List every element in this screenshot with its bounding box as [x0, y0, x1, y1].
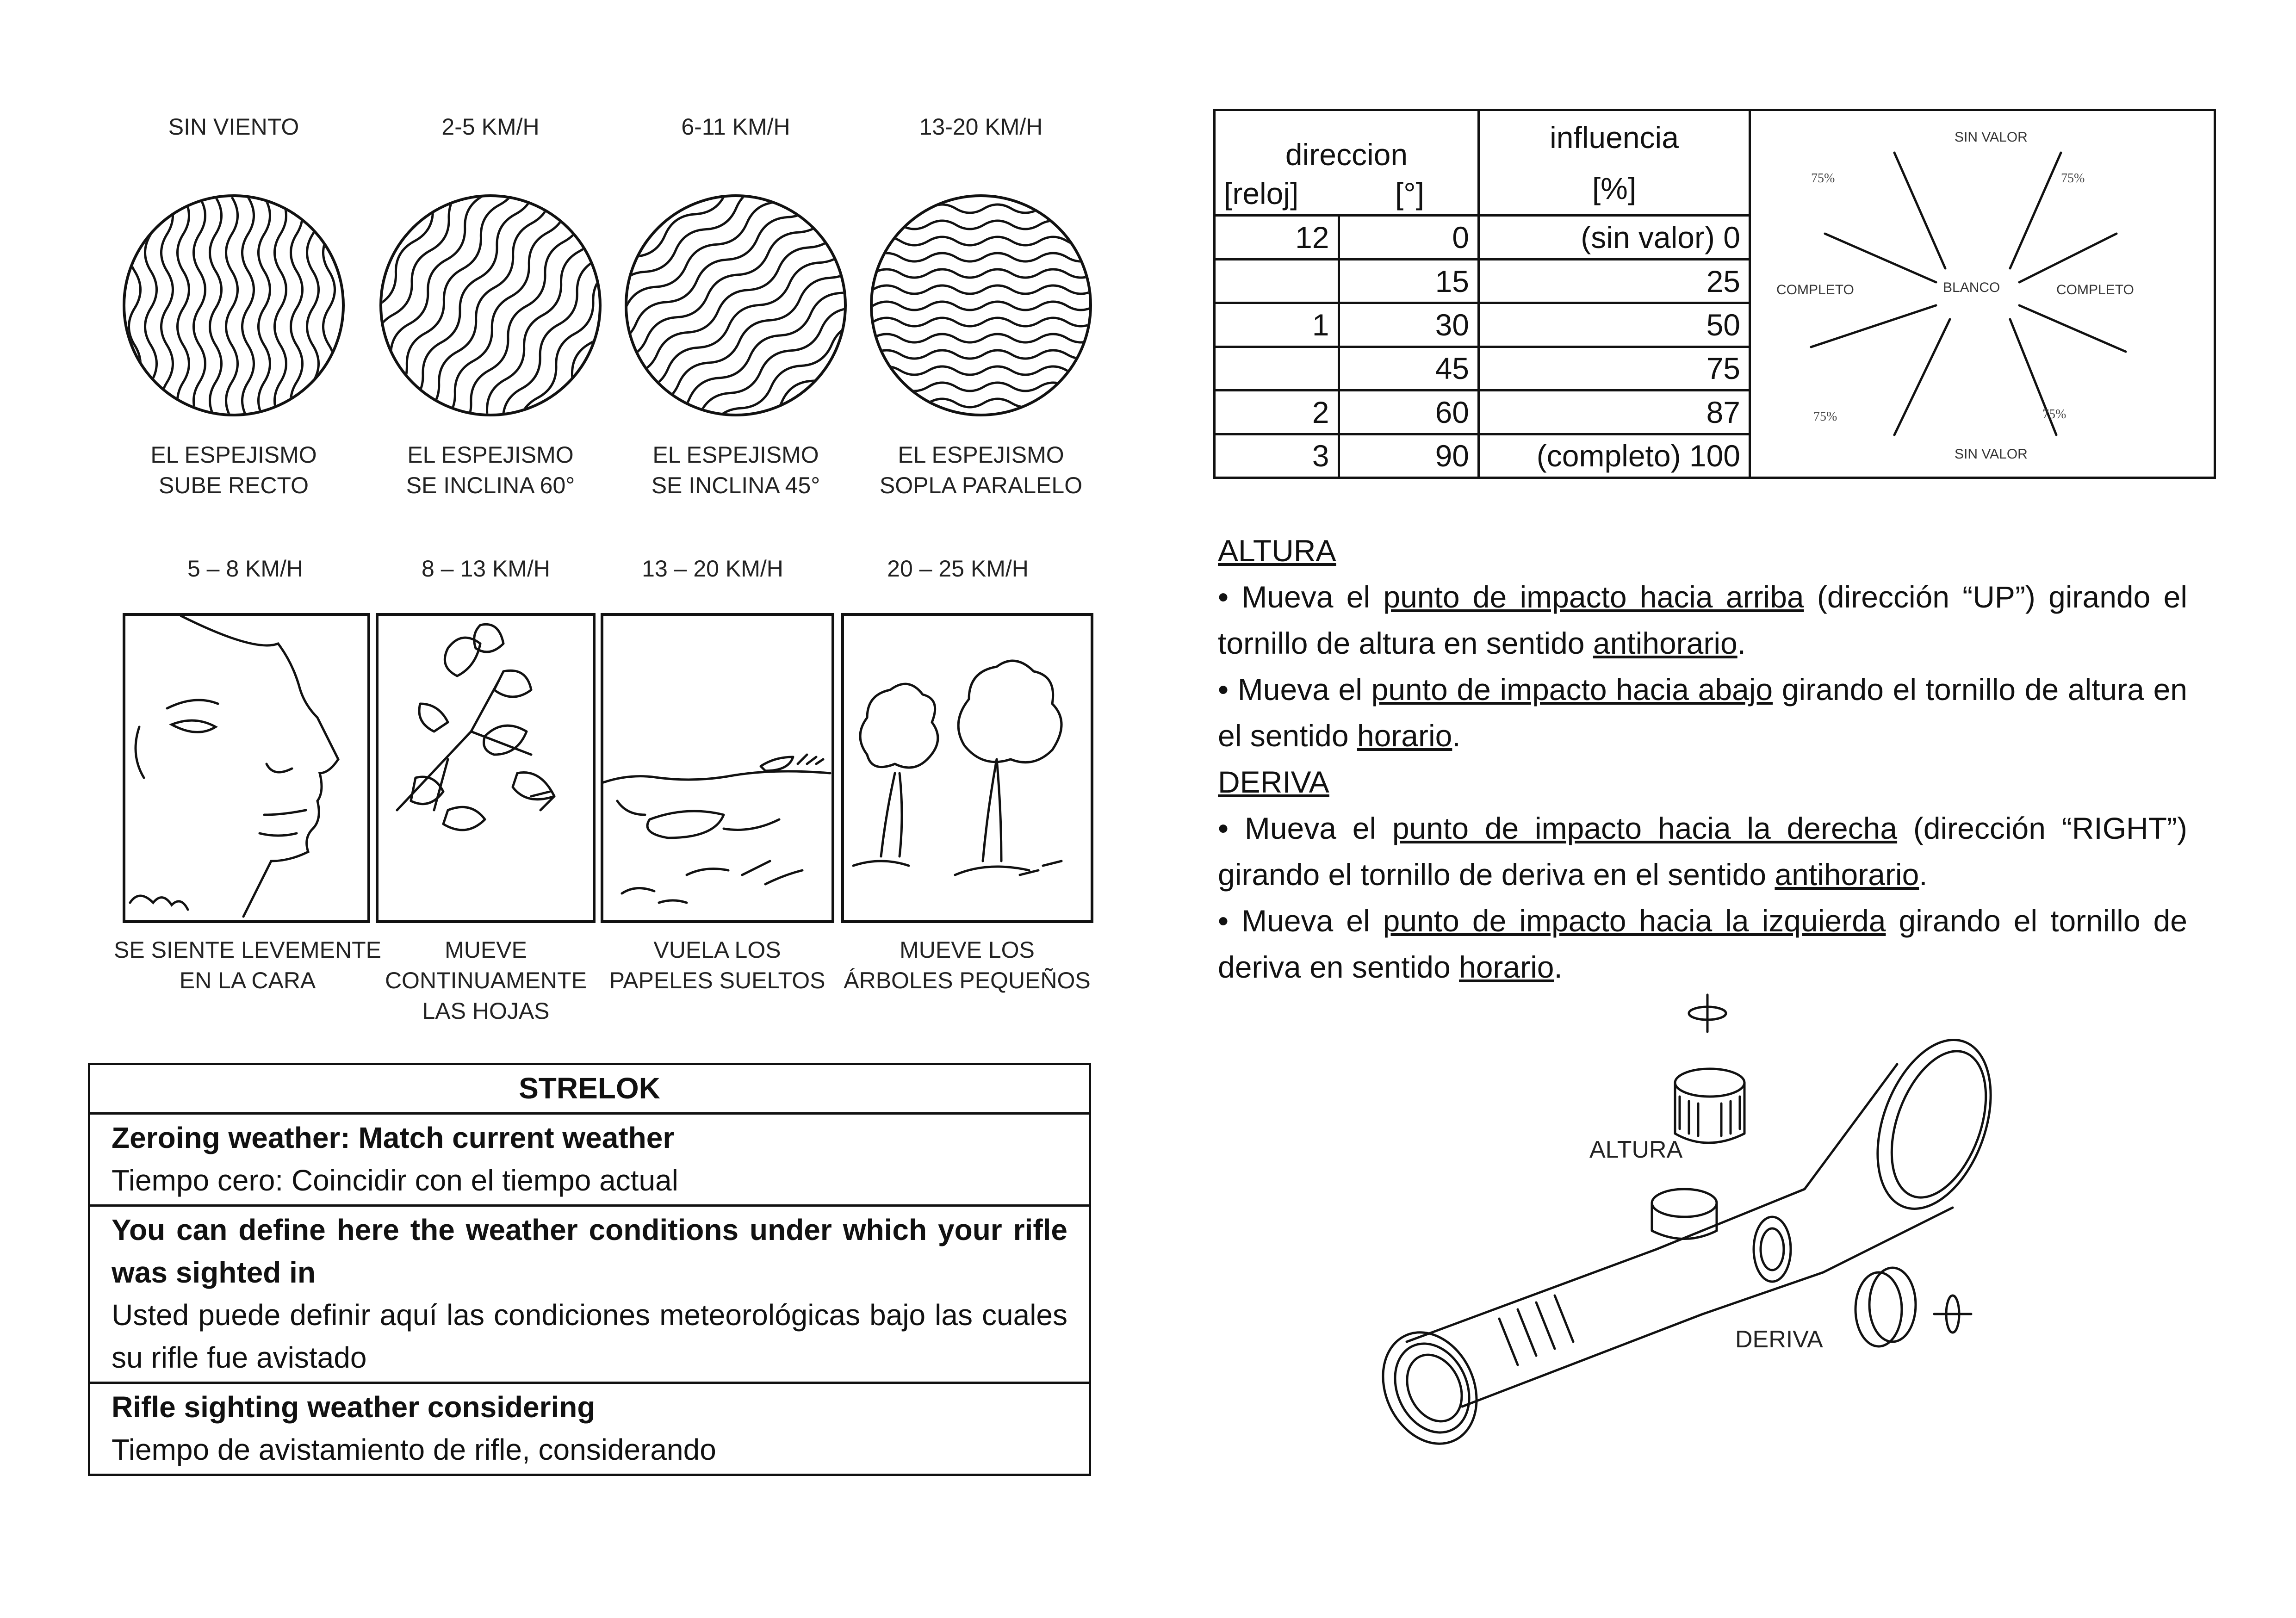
- wind-caption: [104, 935, 391, 996]
- cell-grados: 45: [1339, 347, 1479, 390]
- caption-line: EN LA CARA: [179, 967, 316, 993]
- wind-direction-diagram: [1750, 110, 2215, 478]
- wind-speed-label: 8 – 13 KM/H: [422, 556, 550, 582]
- diagram-pct-tr: 75%: [2061, 171, 2085, 186]
- diagram-pct-bl: 75%: [1813, 409, 1837, 424]
- paragraph-deriva-right: [1218, 805, 2187, 898]
- text-run: • Mueva el: [1218, 811, 1392, 845]
- text-run: • Mueva el: [1218, 672, 1371, 707]
- mirage-parallel-icon: [870, 194, 1092, 416]
- strelok-row-spanish: Usted puede definir aquí las condiciones meteorológicas bajo las cuales su rifle fue avistado: [112, 1298, 1067, 1374]
- text-run: antihorario: [1593, 626, 1738, 660]
- strelok-row-spanish: Tiempo cero: Coincidir con el tiempo actual: [112, 1164, 678, 1197]
- caption-line: ÁRBOLES PEQUEÑOS: [844, 967, 1091, 993]
- caption-line: VUELA LOS: [653, 937, 781, 963]
- mirage-60-icon: [379, 194, 602, 416]
- mirage-speed-label: 6-11 KM/H: [681, 114, 790, 140]
- diagram-label-left: COMPLETO: [1776, 282, 1854, 298]
- text-run: horario: [1459, 950, 1554, 984]
- text-run: .: [1919, 857, 1928, 892]
- direction-influence-table: [1213, 109, 2216, 479]
- heading-deriva: DERIVA: [1218, 765, 1329, 799]
- diagram-label-right: COMPLETO: [2056, 282, 2134, 298]
- caption-line: EL ESPEJISMO: [898, 442, 1064, 468]
- strelok-row-english: Zeroing weather: Match current weather: [112, 1121, 675, 1154]
- cell-grados: 0: [1339, 216, 1479, 259]
- cell-influencia: (completo) 100: [1479, 434, 1750, 477]
- caption-line: SUBE RECTO: [158, 472, 309, 498]
- mirage-speed-label: SIN VIENTO: [168, 114, 299, 140]
- text-run: punto de impacto hacia la izquierda: [1383, 904, 1886, 938]
- text-run: girando el tornillo de altura en el sentido: [1218, 672, 2188, 753]
- caption-line: SE INCLINA 60°: [406, 472, 575, 498]
- cell-influencia: (sin valor) 0: [1479, 216, 1750, 259]
- cell-grados: 15: [1339, 259, 1479, 303]
- mirage-caption: [99, 440, 368, 501]
- wind-speed-label: 20 – 25 KM/H: [887, 556, 1029, 582]
- mirage-45-icon: [625, 194, 847, 416]
- papers-icon: [601, 613, 834, 923]
- strelok-row: [89, 1114, 1090, 1206]
- strelok-row: [89, 1206, 1090, 1383]
- cell-reloj: 3: [1215, 434, 1339, 477]
- cell-influencia: 87: [1479, 391, 1750, 434]
- paragraph-altura-down: [1218, 666, 2187, 759]
- cell-reloj: [1215, 259, 1339, 303]
- text-run: .: [1737, 626, 1746, 660]
- strelok-table: [88, 1063, 1091, 1476]
- caption-line: PAPELES SUELTOS: [609, 967, 825, 993]
- wind-speed-label: 13 – 20 KM/H: [642, 556, 783, 582]
- header-influencia-unit: [%]: [1592, 171, 1637, 205]
- paragraph-deriva-left: [1218, 898, 2187, 990]
- header-direccion: direccion: [1215, 110, 1479, 173]
- text-run: antihorario: [1775, 857, 1919, 892]
- header-grados: [°]: [1339, 172, 1479, 216]
- rifle-scope-icon: [1379, 990, 2027, 1462]
- text-run: • Mueva el: [1218, 580, 1384, 614]
- text-run: .: [1554, 950, 1563, 984]
- text-run: horario: [1357, 719, 1452, 753]
- text-run: punto de impacto hacia la derecha: [1392, 811, 1898, 845]
- wind-speed-label: 5 – 8 KM/H: [187, 556, 304, 582]
- text-run: girando el tornillo de deriva en sentido: [1218, 904, 2187, 984]
- mirage-caption: [602, 440, 870, 501]
- caption-line: LAS HOJAS: [422, 998, 550, 1024]
- scope-illustration: [1379, 990, 2027, 1462]
- mirage-straight-icon: [123, 194, 345, 416]
- caption-line: SE INCLINA 45°: [651, 472, 820, 498]
- text-run: (dirección “RIGHT”) girando el tornillo de deriva en el sentido: [1218, 811, 2187, 892]
- caption-line: SE SIENTE LEVEMENTE: [114, 937, 381, 963]
- strelok-row-english: Rifle sighting weather considering: [112, 1390, 596, 1424]
- instructions: [1218, 527, 2187, 990]
- cell-reloj: 12: [1215, 216, 1339, 259]
- scope-label-altura: ALTURA: [1589, 1136, 1683, 1163]
- strelok-row-english: You can define here the weather conditions under which your rifle was sighted in: [112, 1213, 1067, 1289]
- text-run: .: [1452, 719, 1461, 753]
- text-run: punto de impacto hacia abajo: [1371, 672, 1773, 707]
- diagram-pct-tl: 75%: [1811, 171, 1835, 186]
- face-profile-icon: [123, 613, 370, 923]
- caption-line: MUEVE LOS: [900, 937, 1035, 963]
- wind-caption: [592, 935, 842, 996]
- scope-label-deriva: DERIVA: [1735, 1326, 1823, 1353]
- caption-line: EL ESPEJISMO: [150, 442, 317, 468]
- cell-reloj: 2: [1215, 391, 1339, 434]
- heading-altura: ALTURA: [1218, 533, 1336, 568]
- strelok-title: STRELOK: [89, 1064, 1090, 1114]
- mirage-caption: [847, 440, 1115, 501]
- wind-caption: [366, 935, 606, 1026]
- text-run: (dirección “UP”) girando el tornillo de altura en sentido: [1218, 580, 2187, 660]
- diagram-label-top: SIN VALOR: [1955, 130, 2028, 145]
- header-influencia: [1479, 110, 1750, 216]
- caption-line: MUEVE: [445, 937, 527, 963]
- mirage-caption: [356, 440, 625, 501]
- diagram-label-center: BLANCO: [1943, 280, 2000, 295]
- caption-line: EL ESPEJISMO: [407, 442, 574, 468]
- cell-grados: 90: [1339, 434, 1479, 477]
- cell-influencia: 25: [1479, 259, 1750, 303]
- leaves-icon: [376, 613, 596, 923]
- caption-line: CONTINUAMENTE: [385, 967, 587, 993]
- paragraph-altura-up: [1218, 574, 2187, 666]
- text-run: punto de impacto hacia arriba: [1383, 580, 1804, 614]
- trees-icon: [841, 613, 1093, 923]
- cell-grados: 30: [1339, 303, 1479, 347]
- mirage-speed-label: 2-5 KM/H: [441, 114, 540, 140]
- caption-line: SOPLA PARALELO: [879, 472, 1083, 498]
- cell-influencia: 75: [1479, 347, 1750, 390]
- text-run: • Mueva el: [1218, 904, 1383, 938]
- cell-grados: 60: [1339, 391, 1479, 434]
- cell-reloj: 1: [1215, 303, 1339, 347]
- header-influencia-label: influencia: [1550, 120, 1679, 155]
- header-reloj: [reloj]: [1215, 172, 1339, 216]
- strelok-row: [89, 1383, 1090, 1475]
- strelok-row-spanish: Tiempo de avistamiento de rifle, considerando: [112, 1433, 716, 1466]
- cell-influencia: 50: [1479, 303, 1750, 347]
- mirage-speed-label: 13-20 KM/H: [919, 114, 1043, 140]
- caption-line: EL ESPEJISMO: [652, 442, 819, 468]
- cell-reloj: [1215, 347, 1339, 390]
- diagram-pct-br: 75%: [2042, 407, 2066, 422]
- diagram-label-bottom: SIN VALOR: [1955, 446, 2028, 462]
- wind-caption: [833, 935, 1101, 996]
